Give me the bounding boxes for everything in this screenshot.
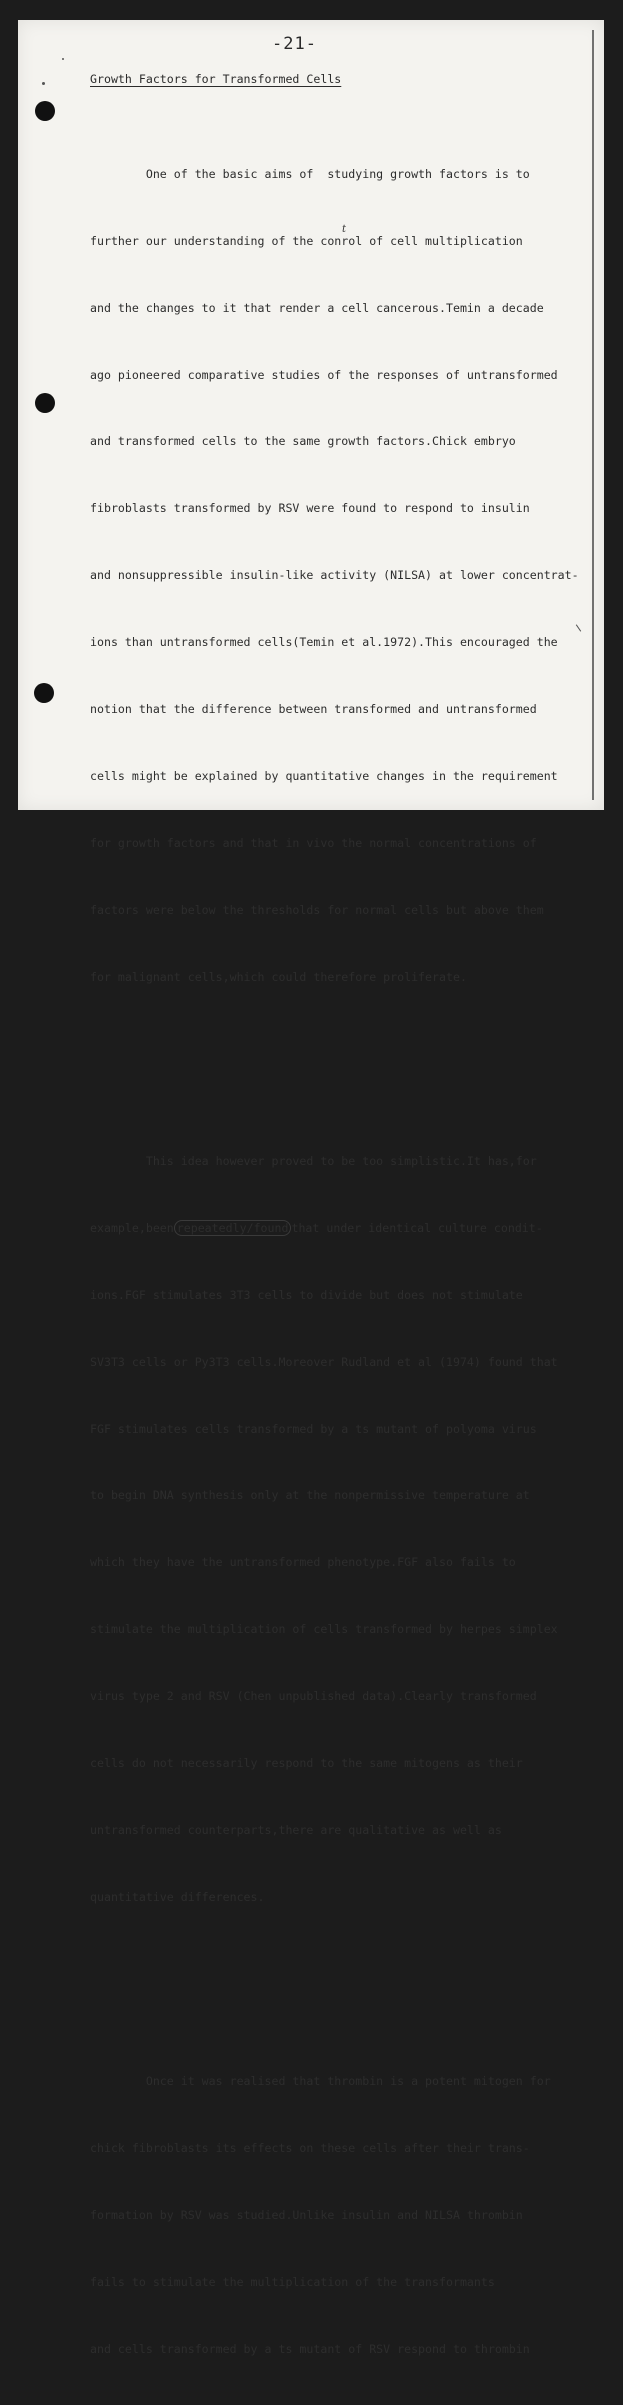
text-line: This idea however proved to be too simplistic.It has,for (90, 1153, 537, 1168)
text-line: One of the basic aims of studying growth factors is to (90, 166, 530, 181)
text-line: and the changes to it that render a cell cancerous.Temin a decade (90, 300, 544, 315)
text-line: FGF stimulates cells transformed by a ts mutant of polyoma virus (90, 1421, 537, 1436)
section-title: Growth Factors for Transformed Cells (90, 72, 342, 86)
punch-hole (35, 101, 55, 121)
text-line: Once it was realised that thrombin is a potent mitogen for (90, 2074, 551, 2089)
text-line: quantitative differences. (90, 1889, 265, 1904)
text-line: chick fibroblasts its effects on these cells after their trans- (90, 2141, 530, 2156)
text-line: example,been repeatedly/found that under identical culture condit- (90, 1220, 543, 1235)
text-line: and cells transformed by a ts mutant of RSV respond to thrombin (90, 2341, 530, 2356)
paper-speck (62, 58, 64, 60)
handwritten-insert: t (342, 223, 347, 235)
text-line: for malignant cells,which could therefore proliferate. (90, 969, 467, 984)
punch-hole (35, 393, 55, 413)
text-line: to begin DNA synthesis only at the nonpermissive temperature at (90, 1488, 530, 1503)
text-line: ions than untransformed cells(Temin et al.1972).This encouraged the (90, 635, 558, 650)
text-line: ions.FGF stimulates 3T3 cells to divide but does not stimulate (90, 1287, 523, 1302)
text-line: for growth factors and that in vivo the normal concentrations of (90, 835, 537, 850)
paper-speck (42, 82, 45, 85)
text-line: factors were below the thresholds for normal cells but above them (90, 902, 544, 917)
text-line: untransformed counterparts,there are qualitative as well as (90, 1822, 502, 1837)
text-line: fibroblasts transformed by RSV were found to respond to insulin (90, 501, 530, 516)
text-line: fails to stimulate the multiplication of the transformants (90, 2274, 495, 2289)
text-line: and transformed cells to the same growth factors.Chick embryo (90, 434, 516, 449)
text-line: ago pioneered comparative studies of the responses of untransformed (90, 367, 558, 382)
text-line: which they have the untransformed phenotype.FGF also fails to (90, 1555, 516, 1570)
text-line: and nonsuppressible insulin-like activity (NILSA) at lower concentrat- (90, 568, 579, 583)
text-line: notion that the difference between transformed and untransformed (90, 702, 537, 717)
text-line: cells might be explained by quantitative changes in the requirement (90, 768, 558, 783)
text-line: SV3T3 cells or Py3T3 cells.Moreover Rudland et al (1974) found that (90, 1354, 558, 1369)
text-line: further our understanding of the conrol of cell multiplication t (90, 230, 590, 252)
boxed-annotation: repeatedly/found (174, 1220, 292, 1236)
text-line: virus type 2 and RSV (Chen unpublished data).Clearly transformed (90, 1689, 537, 1704)
text-line: formation by RSV was studied.Unlike insulin and NILSA thrombin (90, 2207, 523, 2222)
punch-hole (34, 683, 54, 703)
text-line: cells do not necessarily respond to the same mitogens as their (90, 1755, 523, 1770)
page-number: -21- (272, 34, 317, 54)
page-edge-shadow (592, 30, 594, 800)
document-body (90, 96, 590, 2405)
text-line: stimulate the multiplication of cells transformed by herpes simplex (90, 1622, 558, 1637)
